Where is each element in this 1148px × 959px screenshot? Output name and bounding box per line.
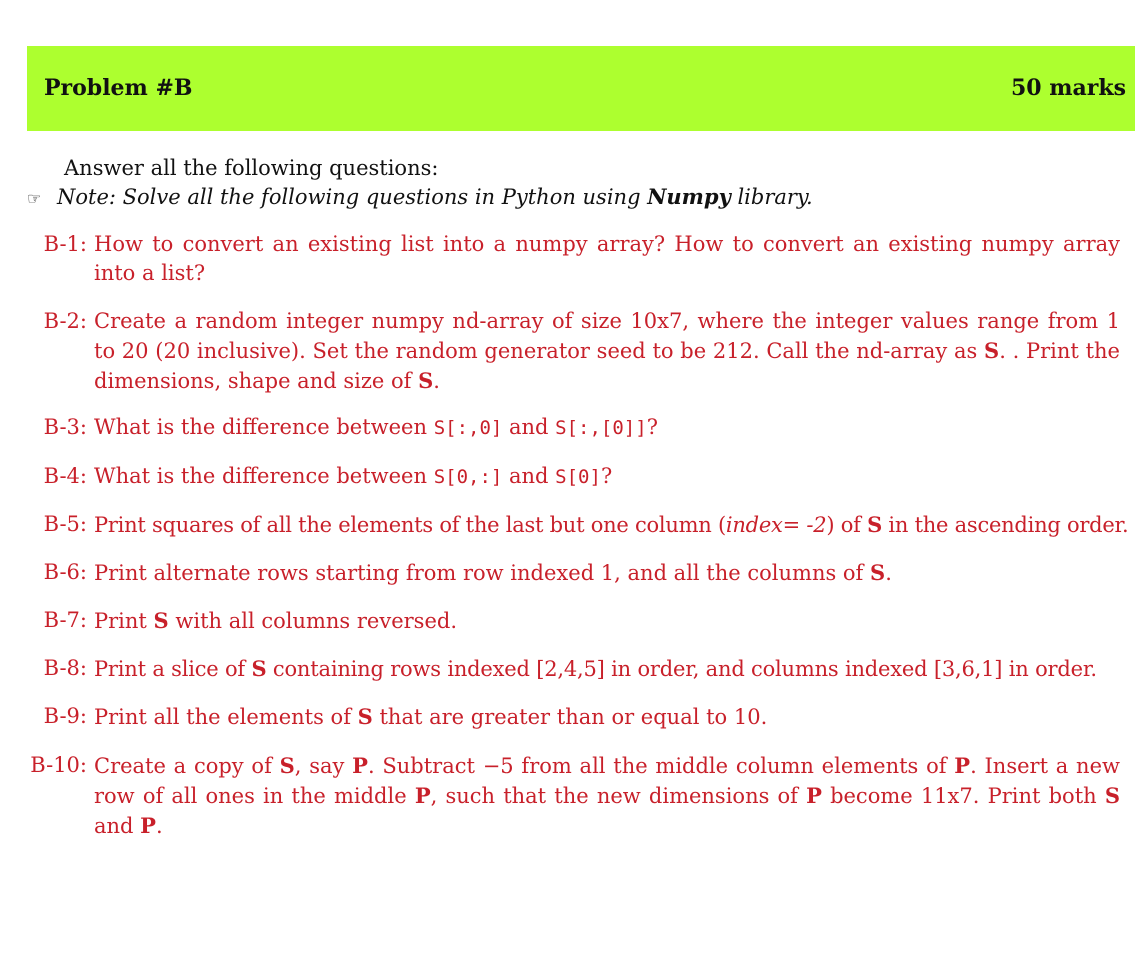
question-text-part: that are greater than or equal to 10. [372,705,768,729]
question-text [87,751,1120,841]
question-label: B-5: [43,512,87,536]
question-label: B-7: [43,608,87,632]
question-b3 [14,413,1120,443]
question-text-part: with all columns reversed. [168,609,457,633]
code-snippet: S[0,:] [433,466,503,488]
question-b1 [14,230,1120,288]
note-suffix: library. [730,185,813,209]
question-b2 [14,307,1120,396]
question-text [87,307,1120,396]
matrix-symbol: S [984,338,1000,363]
question-text-part: . [155,814,163,838]
question-text [87,654,1120,684]
code-snippet: S[:,0] [433,417,503,439]
matrix-symbol: S [251,656,267,681]
question-text [87,702,1120,732]
question-text-part: What is the difference between [94,464,434,488]
question-text-part: Create a random integer numpy nd-array of size 10x7, where the integer values range from 1 to 20 (20 inclusive). Set the random generator seed to be 212. Call the nd-array as [94,309,1120,363]
matrix-symbol: P [954,753,971,778]
question-b8 [14,654,1120,684]
question-text-part: ) of [826,513,868,537]
question-text [87,558,1120,588]
question-text-part: , say [294,754,353,778]
matrix-symbol: S [418,368,434,393]
question-text-part: How to convert an existing list into a numpy array? How to convert an existing numpy array into a list? [94,232,1120,285]
question-text-part: . [433,369,440,393]
question-label: B-1: [43,232,87,256]
matrix-symbol: P [140,813,156,838]
question-text [87,606,1120,636]
note-library-name: Numpy [647,184,731,209]
question-text-part: Create a copy of [94,754,280,778]
matrix-symbol: P [352,753,368,778]
question-b4 [14,462,1120,492]
question-text-part: containing rows indexed [2,4,5] in order, and columns indexed [3,6,1] in order. [266,657,1097,681]
question-b5 [14,510,1129,540]
question-label: B-10: [30,753,87,777]
question-text-part: . Subtract −5 from all the middle column elements of [367,754,955,778]
question-text-part: and [94,814,141,838]
question-b9 [14,702,1120,732]
question-label: B-3: [43,415,87,439]
question-text-part: What is the difference between [94,415,434,439]
question-label: B-9: [43,704,87,728]
question-text-part: ? [600,464,613,488]
question-text [87,510,1128,540]
note-prefix: Note: Solve all the following questions in Python using [57,185,648,209]
matrix-symbol: S [870,560,886,585]
question-text-part: Print a slice of [94,657,252,681]
code-snippet: S[0] [555,466,601,488]
question-text-part: in the ascending order. [882,513,1129,537]
question-text-part: Print all the elements of [94,705,358,729]
question-b7 [14,606,1120,636]
question-text-part: Print squares of all the elements of the last but one column ( [94,513,726,537]
index-expression: index= -2 [725,513,827,537]
code-snippet: S[:,[0]] [555,417,647,439]
marks-label: 50 marks [1010,75,1126,101]
question-label: B-2: [43,309,87,333]
matrix-symbol: S [153,608,169,633]
question-label: B-6: [43,560,87,584]
question-text-part: . Insert a new row of all ones in the middle [94,754,1120,808]
pointing-hand-icon: ☞ [27,189,42,208]
question-text-part: ? [646,415,658,439]
question-text-part: Print [94,609,154,633]
question-b6 [14,558,1120,588]
problem-title: Problem #B [44,75,193,101]
matrix-symbol: P [806,783,822,808]
question-b10 [14,751,1120,841]
matrix-symbol: S [279,753,295,778]
question-label: B-8: [43,656,87,680]
intro-text: Answer all the following questions: [64,156,439,180]
question-text-part: and [502,464,556,488]
matrix-symbol: P [414,783,431,808]
question-text [87,462,1120,492]
question-text-part: , such that the new dimensions of [430,784,807,808]
matrix-symbol: S [357,704,373,729]
question-label: B-4: [43,464,87,488]
question-text [87,413,1120,443]
problem-header [27,46,1135,131]
question-text-part: . [885,561,892,585]
note-line [27,183,813,213]
question-text-part: and [502,415,556,439]
question-text-part: . . Print the dimensions, shape and size of [94,339,1120,393]
question-text-part: Print alternate rows starting from row indexed 1, and all the columns of [94,561,871,585]
question-text-part: become 11x7. Print both [821,784,1105,808]
question-text [87,230,1120,288]
matrix-symbol: S [867,512,882,537]
matrix-symbol: S [1104,783,1120,808]
